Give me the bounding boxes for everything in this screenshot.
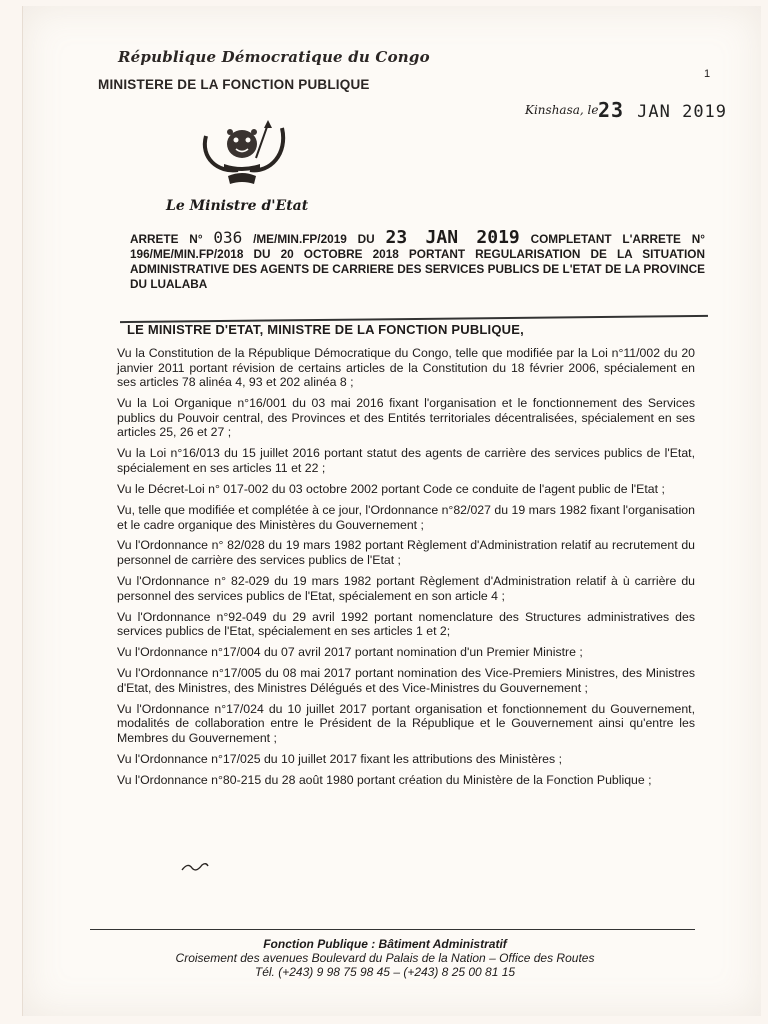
date-stamp (598, 98, 727, 122)
consideration-paragraph: Vu la Loi n°16/013 du 15 juillet 2016 portant statut des agents de carrière des services publics de l'Etat, spécialement en ses articles 11 et 22 ; (117, 446, 695, 475)
footer-line-1: Fonction Publique : Bâtiment Administratif (263, 937, 507, 951)
arrete-title (130, 227, 705, 292)
arrete-number: 036 (213, 228, 243, 247)
minister-heading: LE MINISTRE D'ETAT, MINISTRE DE LA FONCTION PUBLIQUE, (127, 322, 524, 337)
arrete-text: COMPLETANT L'ARRETE N° 196/ME/MIN.FP/2018 DU 20 OCTOBRE 2018 PORTANT REGULARISATION DE LA SITUATION ADMINISTRATIVE DES AGENTS DE CARRIERE DES SERVICES PUBLICS DE L'ETAT DE LA PROVINCE DU LUALABA (130, 232, 705, 291)
consideration-paragraph: Vu l'Ordonnance n° 82-029 du 19 mars 1982 portant Règlement d'Administration relatif à ù carrière du personnel des services publics de l'Etat, spécialement en son article 4 ; (117, 574, 695, 603)
considerations (117, 346, 695, 794)
minister-title: Le Ministre d'Etat (166, 198, 309, 214)
consideration-paragraph: Vu l'Ordonnance n°17/025 du 10 juillet 2017 fixant les attributions des Ministères ; (117, 751, 562, 766)
consideration-paragraph: Vu l'Ordonnance n°17/004 du 07 avril 2017 portant nomination d'un Premier Ministre ; (117, 645, 583, 660)
consideration-paragraph: Vu l'Ordonnance n°92-049 du 29 avril 1992 portant nomenclature des Structures administratives des services publics de l'Etat, spécialement en ses articles 1 et 2; (117, 609, 695, 639)
consideration-paragraph: Vu, telle que modifiée et complétée à ce jour, l'Ordonnance n°82/027 du 19 mars 1982 fixant l'organisation et le cadre organique des Ministères du Gouvernement ; (117, 502, 695, 532)
footer-divider (90, 929, 695, 930)
initial-mark-icon (180, 860, 210, 874)
footer-line-2: Croisement des avenues Boulevard du Palais de la Nation – Office des Routes (175, 951, 595, 965)
republic-name: République Démocratique du Congo (118, 48, 430, 66)
consideration-paragraph: Vu l'Ordonnance n°17/024 du 10 juillet 2017 portant organisation et fonctionnement du Gouvernement, modalités de collaboration entre le Président de la République et le Gouvernement ainsi qu'entre les Membres du Gouvernement ; (117, 701, 695, 745)
arrete-ref: /ME/MIN.FP/2019 DU (253, 232, 375, 246)
arrete-prefix: ARRETE N° (130, 232, 203, 246)
date-stamp-month-year: JAN 2019 (637, 102, 728, 122)
footer (150, 937, 620, 979)
page-number: 1 (704, 68, 711, 80)
date-stamp-day: 23 (598, 98, 625, 122)
arrete-stamp-date: 23 JAN 2019 (385, 227, 520, 248)
footer-line-3: Tél. (+243) 9 98 75 98 45 – (+243) 8 25 00 81 15 (254, 965, 516, 979)
consideration-paragraph: Vu l'Ordonnance n°17/005 du 08 mai 2017 portant nomination des Vice-Premiers Ministres, des Ministres d'Etat, des Ministres, des Ministres Délégués et des Vice-Ministres du Gouvernement ; (117, 666, 695, 695)
consideration-paragraph: Vu le Décret-Loi n° 017-002 du 03 octobre 2002 portant Code ce conduite de l'agent public de l'Etat ; (117, 481, 665, 496)
consideration-paragraph: Vu l'Ordonnance n°80-215 du 28 août 1980 portant création du Ministère de la Fonction Publique ; (117, 772, 652, 787)
consideration-paragraph: Vu la Constitution de la République Démocratique du Congo, telle que modifiée par la Loi n°11/002 du 20 janvier 2011 portant révision de certains articles de la Constitution du 18 février 2006, spécialement en ses articles 78 alinéa 4, 93 et 202 alinéa 8 ; (117, 346, 695, 390)
ministry-name: MINISTERE DE LA FONCTION PUBLIQUE (98, 77, 370, 92)
consideration-paragraph: Vu la Loi Organique n°16/001 du 03 mai 2016 fixant l'organisation et le fonctionnement des Services publics du Pouvoir central, des Provinces et des Entités territoriales décentralisées, spécialement en ses articles 25, 26 et 27 ; (117, 396, 695, 440)
date-place: Kinshasa, le (525, 103, 599, 117)
coat-of-arms-icon (198, 118, 290, 188)
consideration-paragraph: Vu l'Ordonnance n° 82/028 du 19 mars 1982 portant Règlement d'Administration relatif au recrutement du personnel de carrière des services publics de l'Etat ; (117, 538, 695, 568)
